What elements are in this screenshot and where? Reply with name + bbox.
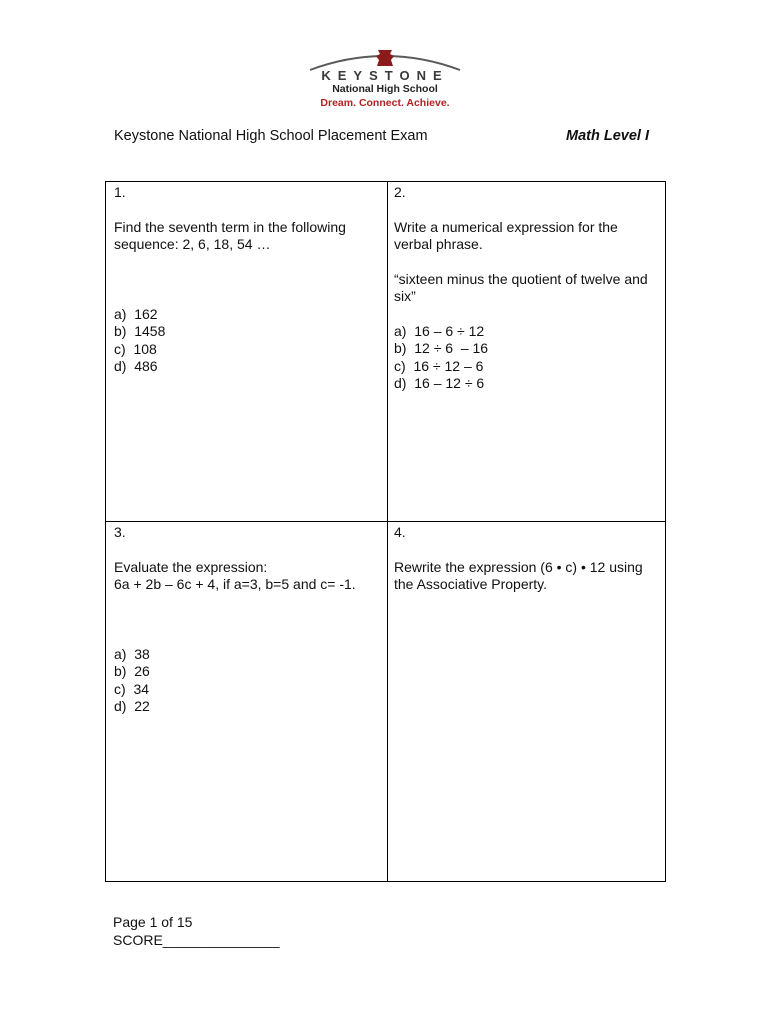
answer-option[interactable]: a) 16 – 6 ÷ 12 <box>394 322 485 339</box>
question-prompt: Rewrite the expression (6 • c) • 12 using the Associative Property. <box>394 558 643 592</box>
logo-subtitle: National High School <box>332 83 438 95</box>
grid-divider-vertical <box>387 182 388 881</box>
answer-option[interactable]: b) 1458 <box>114 323 166 339</box>
answer-option[interactable]: c) 34 <box>114 680 150 697</box>
answer-options <box>394 323 659 393</box>
score-line: SCORE_______________ <box>113 932 280 948</box>
answer-option[interactable]: a) 162 <box>114 305 158 322</box>
answer-option[interactable]: c) 16 ÷ 12 – 6 <box>394 357 484 374</box>
question-number: 4. <box>394 524 406 540</box>
question-cell-3 <box>114 524 382 716</box>
question-prompt: Find the seventh term in the following sequence: 2, 6, 18, 54 … <box>114 218 346 252</box>
answer-option[interactable]: c) 108 <box>114 340 157 357</box>
question-prompt: Write a numerical expression for the verbal phrase. <box>394 218 618 252</box>
answer-option[interactable]: d) 22 <box>114 698 150 714</box>
answer-option[interactable]: d) 486 <box>114 358 158 374</box>
question-spacer <box>114 271 379 306</box>
logo-tagline: Dream. Connect. Achieve. <box>320 97 450 109</box>
answer-option[interactable]: a) 38 <box>114 645 150 662</box>
question-spacer <box>114 594 382 646</box>
question-cell-4 <box>394 524 659 594</box>
answer-option[interactable]: d) 16 – 12 ÷ 6 <box>394 375 485 391</box>
page-number: Page 1 of 15 <box>113 914 193 930</box>
answer-options <box>114 306 379 376</box>
answer-options <box>114 646 382 716</box>
question-number: 2. <box>394 184 406 200</box>
question-prompt: Evaluate the expression: <box>114 558 268 575</box>
exam-title: Keystone National High School Placement Exam <box>114 128 428 144</box>
question-cell-1 <box>114 184 379 376</box>
answer-option[interactable]: b) 26 <box>114 663 150 679</box>
logo-wordmark: KEYSTONE <box>321 68 449 83</box>
question-expression: 6a + 2b – 6c + 4, if a=3, b=5 and c= -1. <box>114 576 356 592</box>
question-phrase: “sixteen minus the quotient of twelve and six” <box>394 270 648 304</box>
question-number: 1. <box>114 184 126 200</box>
question-grid <box>105 181 666 882</box>
answer-option[interactable]: b) 12 ÷ 6 – 16 <box>394 340 489 356</box>
question-cell-2 <box>394 184 659 393</box>
question-number: 3. <box>114 524 126 540</box>
grid-divider-horizontal <box>106 521 665 522</box>
page-footer <box>113 913 280 949</box>
exam-level: Math Level I <box>566 128 649 144</box>
keystone-logo <box>300 46 470 112</box>
